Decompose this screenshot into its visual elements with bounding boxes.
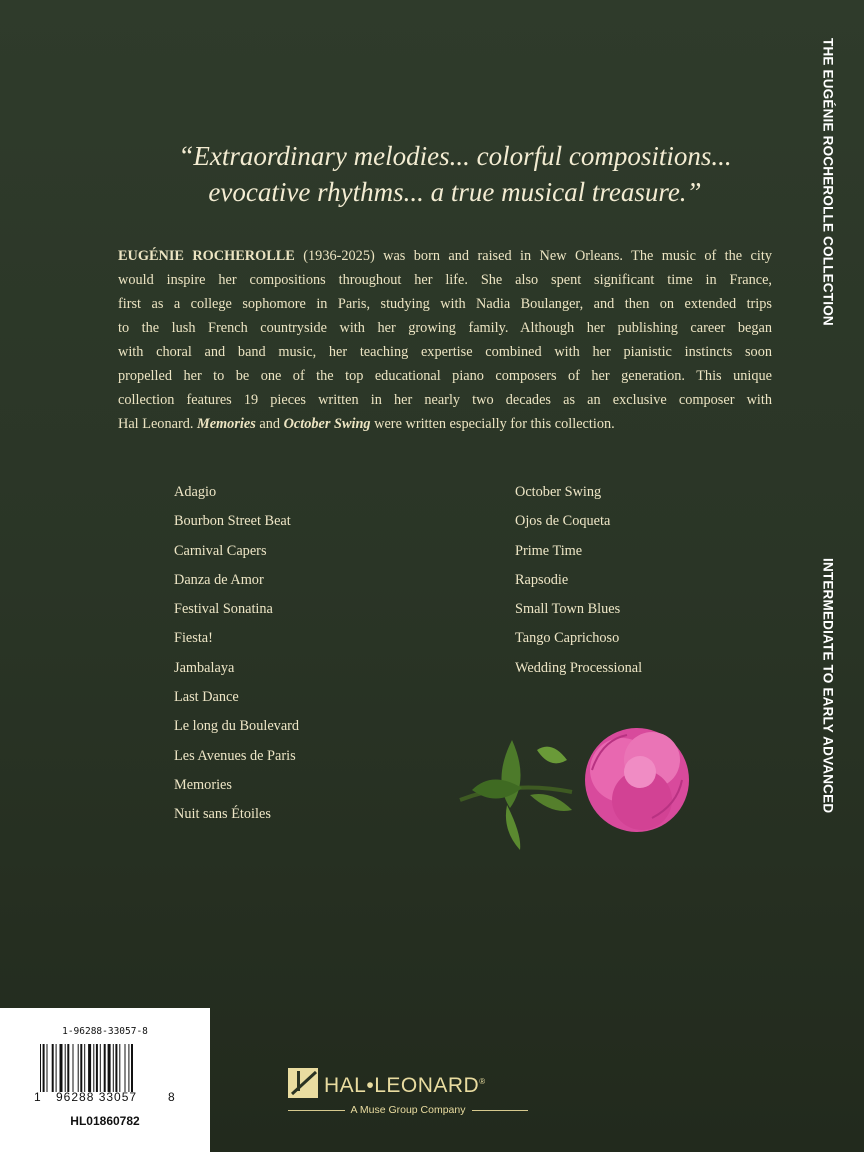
title-october-swing: October Swing — [283, 416, 371, 432]
review-quote — [110, 138, 800, 210]
contents-item: Festival Sonatina — [174, 601, 273, 618]
contents-item: Wedding Processional — [515, 659, 643, 676]
barcode-panel — [0, 1008, 210, 1152]
contents-item: Prime Time — [515, 542, 583, 559]
contents-item: Carnival Capers — [174, 542, 267, 559]
barcode-bar — [80, 1044, 82, 1092]
bio-line — [118, 244, 772, 268]
contents-item: Le long du Boulevard — [174, 718, 300, 735]
contents-item: Ojos de Coqueta — [515, 513, 611, 530]
contents-column-1 — [174, 478, 299, 830]
contents-item: Memories — [174, 776, 232, 793]
bio-text: Hal Leonard. — [118, 416, 197, 432]
bio-line: with choral and band music, her teaching expertise combined with her pianistic instincts soon — [118, 344, 772, 360]
barcode-bar — [104, 1044, 106, 1092]
barcode-digit: 8 — [168, 1090, 175, 1104]
barcode-bar — [52, 1044, 54, 1092]
bio-line: to the lush French countryside with her growing family. Although her publishing career began — [118, 320, 772, 336]
barcode-bar — [65, 1044, 66, 1092]
bio-line: would inspire her compositions throughout her life. She also spent significant time in France, — [118, 272, 772, 288]
title-memories: Memories — [197, 416, 256, 432]
barcode-bar — [125, 1044, 126, 1092]
barcode-bar — [113, 1044, 114, 1092]
barcode-bar — [73, 1044, 74, 1092]
barcode-bar — [128, 1044, 129, 1092]
contents-column-2 — [515, 478, 642, 683]
barcode-bar — [88, 1044, 91, 1092]
bio-text: were written especially for this collection. — [370, 416, 615, 432]
publisher-tagline: A Muse Group Company — [350, 1104, 466, 1116]
barcode-bar — [56, 1044, 57, 1092]
composer-name: EUGÉNIE ROCHEROLLE — [118, 248, 295, 264]
contents-item: Jambalaya — [174, 659, 235, 676]
barcode-bar — [60, 1044, 63, 1092]
contents-item: Fiesta! — [174, 630, 213, 647]
contents-item: Tango Caprichoso — [515, 630, 620, 647]
registered-mark: ® — [479, 1077, 486, 1086]
contents-item: Last Dance — [174, 689, 239, 706]
bio-line: collection features 19 pieces written in her nearly two decades as an exclusive composer with — [118, 392, 772, 408]
biography — [118, 244, 772, 436]
quote-line: “Extraordinary melodies... colorful compositions... — [178, 141, 732, 171]
barcode-digit: 1 — [34, 1090, 41, 1104]
bio-line: propelled her to be one of the top educational piano composers of her generation. This unique — [118, 368, 772, 384]
barcode-bar — [100, 1044, 101, 1092]
contents-item: Rapsodie — [515, 571, 569, 588]
hal-leonard-logo-icon — [288, 1068, 318, 1098]
bio-text: and — [255, 416, 284, 432]
contents-item: Adagio — [174, 484, 217, 500]
barcode-digits — [34, 1090, 174, 1104]
publisher-name: HAL•LEONARD — [324, 1074, 480, 1097]
barcode-bar — [96, 1044, 98, 1092]
barcode-bar — [119, 1044, 120, 1092]
bio-text: (1936-2025) was born and raised in New Orleans. The music of the city — [294, 248, 772, 264]
contents-item: Danza de Amor — [174, 571, 264, 588]
barcode-bar — [131, 1044, 133, 1092]
barcode-digit: 96288 33057 — [56, 1090, 138, 1104]
contents-item: Nuit sans Étoiles — [174, 806, 271, 823]
product-code: HL01860782 — [70, 1114, 140, 1128]
spine-level: INTERMEDIATE TO EARLY ADVANCED — [820, 558, 836, 814]
barcode-bar — [43, 1044, 45, 1092]
barcode-bar — [67, 1044, 69, 1092]
bio-line — [118, 412, 772, 436]
barcode-bar — [93, 1044, 94, 1092]
barcode-bar — [108, 1044, 111, 1092]
isbn: 1-96288-33057-8 — [62, 1026, 148, 1037]
barcode-bar — [84, 1044, 85, 1092]
contents-item: Small Town Blues — [515, 601, 621, 618]
barcode-bar — [40, 1044, 41, 1092]
spine-title: THE EUGÉNIE ROCHEROLLE COLLECTION — [820, 38, 836, 326]
barcode-bar — [78, 1044, 79, 1092]
contents-item: October Swing — [515, 484, 602, 500]
bio-line: first as a college sophomore in Paris, studying with Nadia Boulanger, and then on extended trips — [118, 296, 772, 312]
barcode-bar — [115, 1044, 117, 1092]
quote-line: evocative rhythms... a true musical treasure.” — [208, 177, 702, 207]
contents-item: Les Avenues de Paris — [174, 747, 296, 764]
rose-illustration — [452, 700, 717, 860]
barcode-icon — [40, 1044, 164, 1092]
contents-item: Bourbon Street Beat — [174, 513, 291, 530]
barcode-bar — [47, 1044, 48, 1092]
